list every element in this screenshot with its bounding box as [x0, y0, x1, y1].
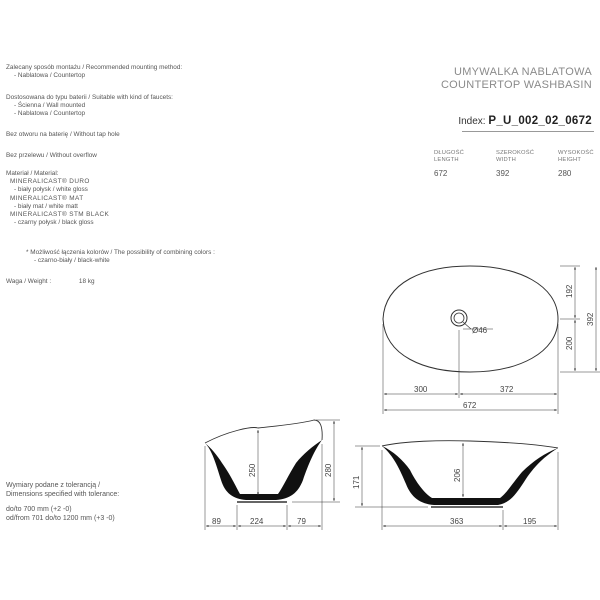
spec-faucets-item: - Ścienna / Wall mounted — [14, 102, 86, 110]
dimension-label-pl: WYSOKOŚĆ — [558, 150, 594, 156]
dim-edge-height: 171 — [352, 475, 361, 489]
spec-mounting-heading: Zalecany sposób montażu / Recommended mounting method: — [6, 64, 183, 71]
dim-right-part: 195 — [523, 517, 537, 526]
material-finish: - biały połysk / white gloss — [14, 186, 88, 194]
tolerance-line-1: do/to 700 mm (+2 -0) — [6, 506, 72, 513]
dimension-label-en: WIDTH — [496, 157, 516, 163]
drain-inner — [454, 313, 464, 323]
dimension-value: 672 — [434, 169, 448, 178]
spec-colors-item: - czarno-biały / black-white — [34, 257, 110, 265]
dimension-label-en: HEIGHT — [558, 157, 582, 163]
dimension-label-pl: SZEROKOŚĆ — [496, 150, 535, 156]
dim-total-length: 672 — [463, 401, 477, 410]
spec-material-heading: Materiał / Material: — [6, 170, 59, 177]
drain-leader — [463, 322, 471, 329]
dim-side-depth: 250 — [248, 463, 257, 477]
drain-label: Ø46 — [472, 326, 488, 335]
spec-faucets-item: - Nablatowa / Countertop — [14, 110, 86, 118]
tolerance-heading-en: Dimensions specified with tolerance: — [6, 491, 120, 498]
dim-right-width: 372 — [500, 385, 514, 394]
dim-left-width: 300 — [414, 385, 428, 394]
basin-outline-top — [383, 266, 558, 372]
tolerance-heading-pl: Wymiary podane z tolerancją / — [6, 482, 101, 489]
weight-label: Waga / Weight : — [6, 278, 52, 285]
spec-mounting-item: - Nablatowa / Countertop — [14, 72, 86, 80]
dim-left-part: 363 — [450, 517, 464, 526]
index-label: Index: — [458, 116, 486, 127]
dim-side-height: 280 — [324, 463, 333, 477]
product-title-pl: UMYWALKA NABLATOWA — [453, 66, 592, 78]
index-value: P_U_002_02_0672 — [488, 115, 592, 127]
dim-lower-half: 200 — [565, 336, 574, 350]
material-finish: - czarny połysk / black gloss — [14, 219, 94, 227]
top-view-labels — [414, 284, 595, 410]
weight-value: 18 kg — [78, 278, 95, 285]
basin-side-rim — [205, 420, 322, 443]
dimension-value: 280 — [558, 169, 572, 178]
material-name: MINERALICAST® STM BLACK — [10, 211, 110, 219]
basin-side-body — [205, 440, 322, 500]
dim-right-margin: 79 — [297, 517, 306, 526]
dim-total-width: 392 — [586, 312, 595, 326]
spec-faucets-heading: Dostosowana do typu baterii / Suitable with kind of faucets: — [6, 94, 173, 101]
dimension-value: 392 — [496, 169, 510, 178]
dim-front-depth: 206 — [453, 468, 462, 482]
side-view — [205, 420, 340, 530]
material-name: MINERALICAST® DURO — [10, 178, 90, 186]
dim-upper-half: 192 — [565, 284, 574, 298]
spec-colors-heading: * Możliwość łączenia kolorów / The possibility of combining colors : — [26, 249, 215, 256]
basin-front-body — [382, 446, 558, 505]
spec-tap-hole: Bez otworu na baterię / Without tap hole — [6, 131, 120, 138]
spec-overflow: Bez przelewu / Without overflow — [6, 152, 97, 159]
material-name: MINERALICAST® MAT — [10, 194, 84, 202]
basin-front-rim — [382, 441, 558, 448]
material-finish: - biały mat / white matt — [14, 202, 78, 210]
dimension-label-en: LENGTH — [434, 157, 459, 163]
dim-left-margin: 89 — [212, 517, 221, 526]
dimension-label-pl: DŁUGOŚĆ — [434, 150, 465, 156]
dim-base-width: 224 — [250, 517, 264, 526]
tolerance-line-2: od/from 701 do/to 1200 mm (+3 -0) — [6, 515, 115, 522]
product-title-en: COUNTERTOP WASHBASIN — [440, 78, 592, 91]
